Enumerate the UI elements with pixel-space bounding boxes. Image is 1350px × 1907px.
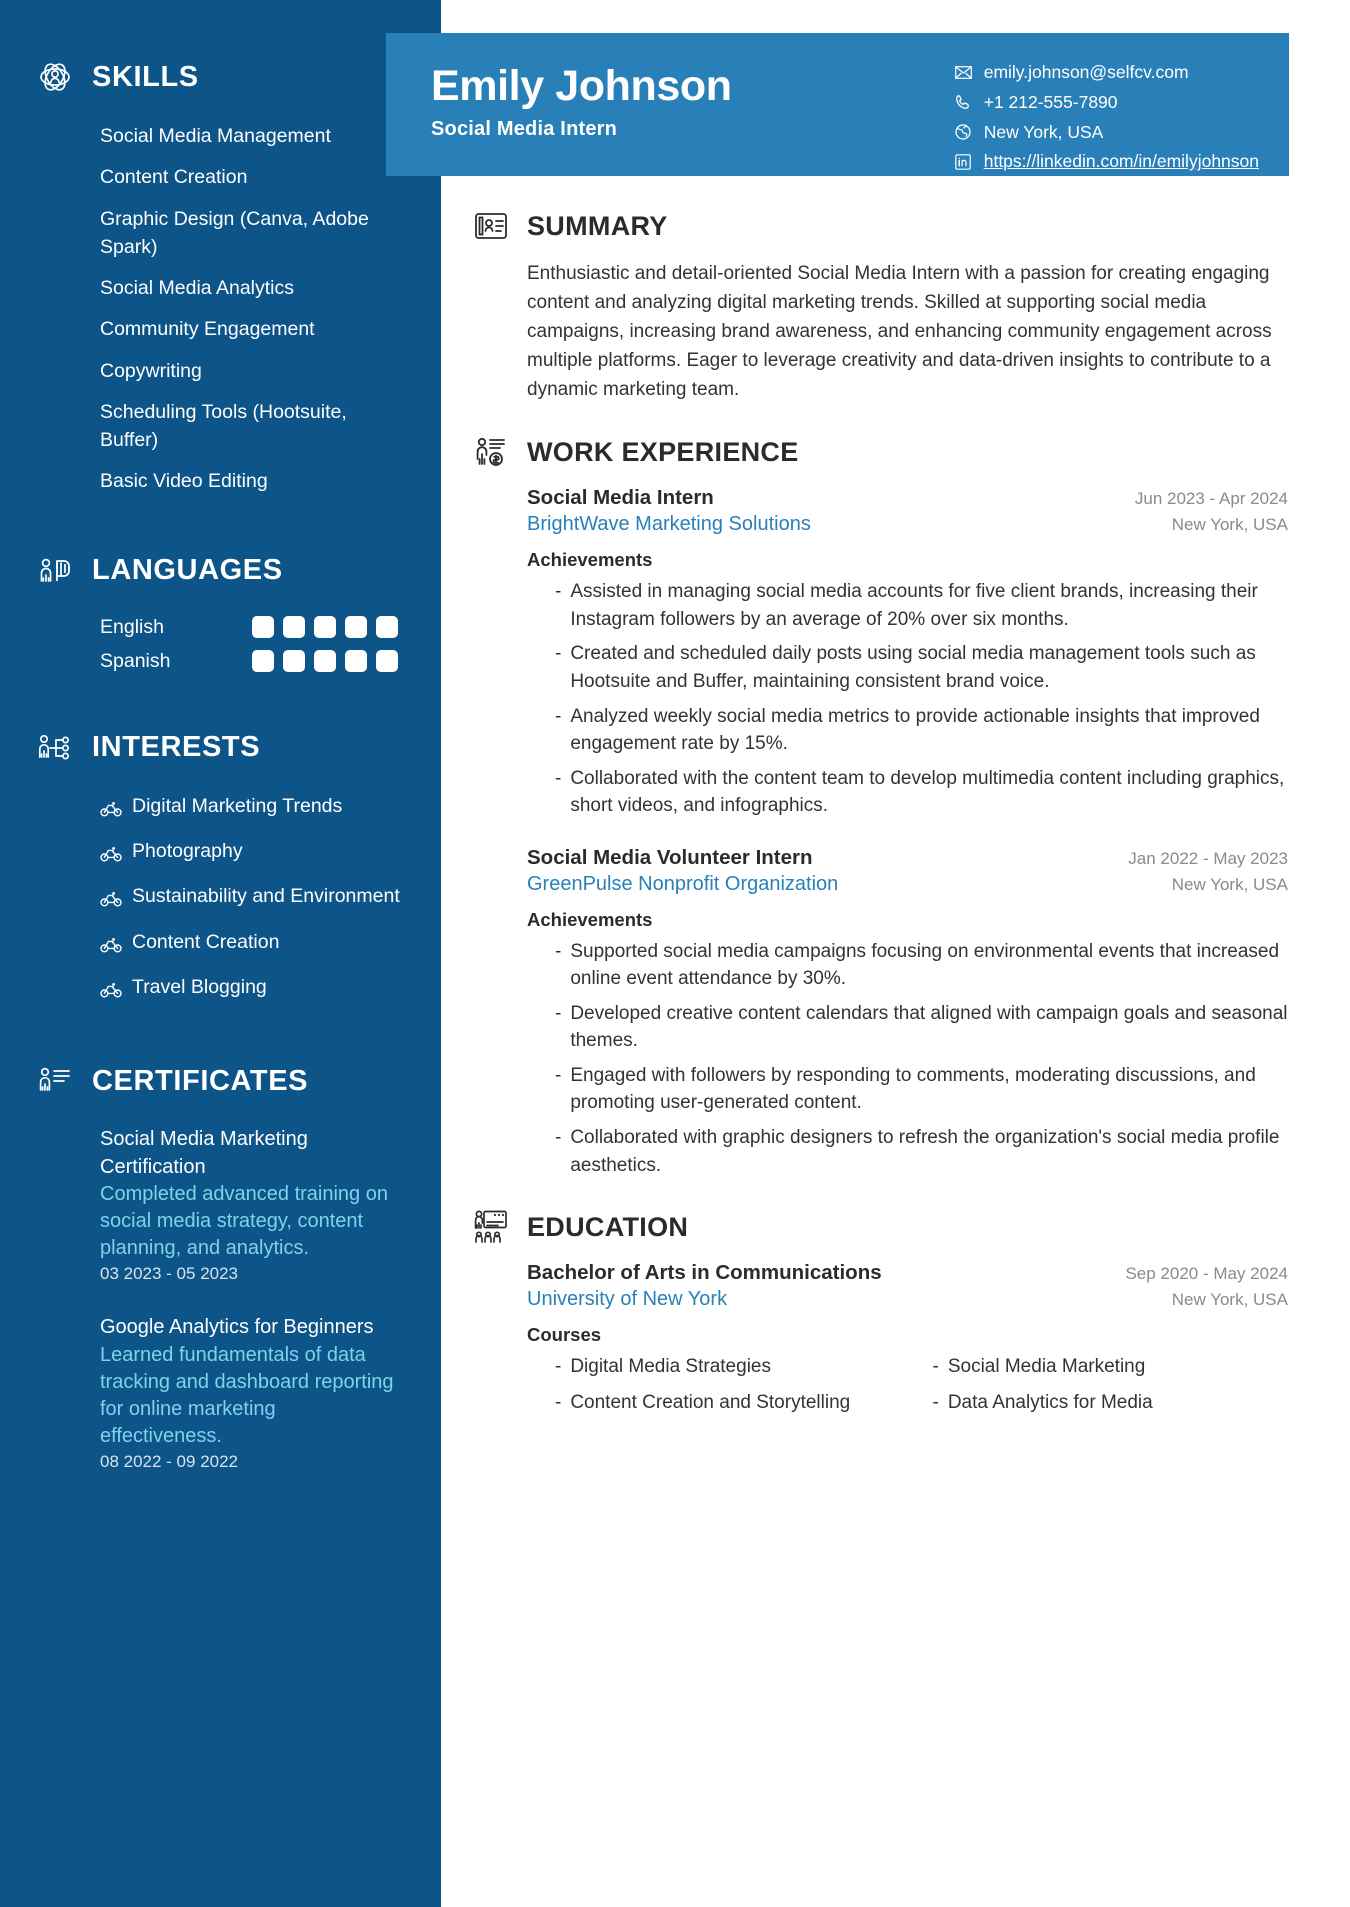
education-date: Sep 2020 - May 2024 <box>1125 1264 1288 1284</box>
skill-item: Basic Video Editing <box>100 470 268 493</box>
languages-globe-person-icon <box>34 550 76 592</box>
bicycle-icon <box>100 888 122 915</box>
level-box <box>345 616 367 638</box>
certificate-date: 08 2022 - 09 2022 <box>100 1451 239 1471</box>
courses-label: Courses <box>527 1324 602 1346</box>
job-title: Social Media Intern <box>431 118 618 141</box>
envelope-icon <box>954 63 973 82</box>
experience-entry <box>527 846 1288 1179</box>
achievement-item <box>555 640 1288 695</box>
achievement-text: Engaged with followers by responding to comments, moderating discussions, and promoting user-generated content. <box>570 1064 1256 1114</box>
work-experience-header <box>471 432 1288 472</box>
level-box <box>376 616 398 638</box>
summary-header <box>471 206 1288 246</box>
experience-location: New York, USA <box>1171 874 1288 894</box>
education-entry-sub <box>527 1288 1288 1311</box>
sidebar-section-skills <box>34 56 401 496</box>
bicycle-icon <box>100 979 122 1006</box>
sidebar <box>0 0 441 1907</box>
bullet-dash: - <box>932 1391 939 1413</box>
summary-title: SUMMARY <box>527 210 668 241</box>
contact-linkedin[interactable] <box>954 150 1259 173</box>
achievement-item <box>555 765 1288 820</box>
work-experience-title: WORK EXPERIENCE <box>527 436 799 467</box>
course-text: Digital Media Strategies <box>570 1356 771 1378</box>
bullet-dash: - <box>555 705 562 727</box>
language-level <box>252 650 398 672</box>
course-text: Social Media Marketing <box>947 1356 1146 1378</box>
work-person-money-icon <box>471 432 511 472</box>
globe-icon <box>954 122 973 141</box>
experience-organization: GreenPulse Nonprofit Organization <box>527 872 839 895</box>
language-level <box>252 616 398 638</box>
languages-list <box>34 616 401 673</box>
certificate-date: 03 2023 - 05 2023 <box>100 1264 239 1284</box>
achievement-item <box>555 1000 1288 1055</box>
achievement-item <box>555 578 1288 633</box>
experience-organization: BrightWave Marketing Solutions <box>527 513 811 536</box>
achievement-item <box>555 1062 1288 1117</box>
language-name: Spanish <box>100 649 171 672</box>
interest-label: Photography <box>132 839 243 862</box>
header-banner <box>386 33 1289 176</box>
education-degree: Bachelor of Arts in Communications <box>527 1261 882 1285</box>
achievement-text: Collaborated with the content team to develop multimedia content including graphics, short videos, and infographics. <box>570 767 1285 817</box>
phone-icon <box>954 93 973 112</box>
bullet-dash: - <box>555 643 562 665</box>
contact-email-text: emily.johnson@selfcv.com <box>983 62 1189 82</box>
certificate-description: Learned fundamentals of data tracking and dashboard reporting for online marketing effectiveness. <box>100 1343 394 1447</box>
course-item <box>555 1389 911 1417</box>
level-box <box>376 650 398 672</box>
level-box <box>283 650 305 672</box>
experience-entry-top <box>527 846 1288 870</box>
skills-atom-icon <box>34 56 76 98</box>
bullet-dash: - <box>932 1356 939 1378</box>
interest-label: Digital Marketing Trends <box>132 794 343 817</box>
summary-body <box>471 260 1288 404</box>
interest-label: Travel Blogging <box>132 975 267 998</box>
courses-list <box>527 1353 1288 1416</box>
achievements-list <box>527 578 1288 819</box>
skill-item: Copywriting <box>100 359 202 382</box>
bicycle-icon <box>100 798 122 825</box>
education-entry <box>527 1261 1288 1416</box>
experience-role: Social Media Intern <box>527 486 714 510</box>
bullet-dash: - <box>555 767 562 789</box>
skill-item: Community Engagement <box>100 318 315 341</box>
education-header <box>471 1207 1288 1247</box>
linkedin-icon <box>954 152 973 171</box>
course-item <box>555 1353 911 1381</box>
bicycle-icon <box>100 843 122 870</box>
contact-location-text: New York, USA <box>983 121 1104 142</box>
interests-network-icon <box>34 727 76 769</box>
bullet-dash: - <box>555 1127 562 1149</box>
skills-list <box>34 122 401 496</box>
bullet-dash: - <box>555 1064 562 1086</box>
certificate-title: Google Analytics for Beginners <box>100 1316 374 1339</box>
interest-item <box>100 974 401 1006</box>
certificate-item <box>100 1314 401 1472</box>
achievements-list <box>527 938 1288 1179</box>
skill-item: Scheduling Tools (Hootsuite, Buffer) <box>100 400 347 452</box>
skill-item: Social Media Management <box>100 125 331 147</box>
achievement-item <box>555 703 1288 758</box>
education-entry-top <box>527 1261 1288 1285</box>
certificates-header <box>34 1060 401 1102</box>
achievement-text: Developed creative content calendars that aligned with campaign goals and seasonal themes. <box>570 1002 1288 1052</box>
skills-title: SKILLS <box>92 60 199 93</box>
certificates-list <box>34 1126 401 1472</box>
bullet-dash: - <box>555 940 562 962</box>
education-school: University of New York <box>527 1288 728 1311</box>
level-box <box>345 650 367 672</box>
contact-location <box>954 121 1259 144</box>
course-text: Content Creation and Storytelling <box>570 1391 851 1413</box>
languages-title: LANGUAGES <box>92 554 283 587</box>
achievement-item <box>555 938 1288 993</box>
interest-item <box>100 793 401 825</box>
summary-card-icon <box>471 206 511 246</box>
contact-phone-text: +1 212-555-7890 <box>983 91 1118 112</box>
level-box <box>252 650 274 672</box>
achievement-text: Created and scheduled daily posts using social media management tools such as Hootsuite and Buffer, maintaining consistent brand voice. <box>570 643 1256 693</box>
bullet-dash: - <box>555 1002 562 1024</box>
level-box <box>314 616 336 638</box>
contact-list <box>954 59 1259 173</box>
experience-date: Jun 2023 - Apr 2024 <box>1134 489 1288 509</box>
sidebar-section-interests <box>34 727 401 1006</box>
contact-linkedin-link[interactable]: https://linkedin.com/in/emilyjohnson <box>983 151 1259 172</box>
page-title: Emily Johnson <box>431 62 732 110</box>
achievements-label: Achievements <box>527 908 653 930</box>
section-summary <box>471 206 1288 404</box>
achievement-text: Analyzed weekly social media metrics to provide actionable insights that improved engagement rate by 15%. <box>570 705 1260 755</box>
sidebar-section-languages <box>34 550 401 673</box>
interests-title: INTERESTS <box>92 731 261 764</box>
sidebar-section-certificates <box>34 1060 401 1472</box>
experience-entry-sub <box>527 873 1288 896</box>
course-text: Data Analytics for Media <box>947 1391 1153 1413</box>
header-identity <box>431 59 954 141</box>
education-body <box>471 1261 1288 1416</box>
course-item <box>933 1353 1289 1381</box>
skill-item: Content Creation <box>100 166 248 189</box>
bullet-dash: - <box>555 1356 562 1378</box>
achievement-item <box>555 1124 1288 1179</box>
interests-list <box>34 793 401 1006</box>
level-box <box>283 616 305 638</box>
certificate-description: Completed advanced training on social media strategy, content planning, and analytics. <box>100 1183 388 1260</box>
education-location: New York, USA <box>1171 1290 1288 1310</box>
experience-entry-top <box>527 486 1288 510</box>
interests-header <box>34 727 401 769</box>
languages-header <box>34 550 401 592</box>
level-box <box>314 650 336 672</box>
achievement-text: Supported social media campaigns focusing on environmental events that increased online event attendance by 30%. <box>570 940 1280 990</box>
contact-email <box>954 61 1259 84</box>
experience-date: Jan 2022 - May 2023 <box>1128 848 1288 868</box>
bullet-dash: - <box>555 581 562 603</box>
education-title: EDUCATION <box>527 1211 689 1242</box>
certificate-item <box>100 1126 401 1284</box>
interest-label: Content Creation <box>132 930 280 953</box>
language-row <box>100 650 401 673</box>
achievement-text: Assisted in managing social media accounts for five client brands, increasing their Instagram followers by an average of 20% over six months. <box>570 581 1258 630</box>
interest-item <box>100 929 401 961</box>
certificate-title: Social Media Marketing Certification <box>100 1128 308 1178</box>
summary-text: Enthusiastic and detail-oriented Social Media Intern with a passion for creating engaging content and analyzing digital marketing trends. Skilled at supporting social media campaigns, increasing brand awareness, and enhancing community engagement across multiple platforms. Eager to leverage creativity and data-driven insights to contribute to a dynamic marketing team. <box>527 263 1272 400</box>
certificates-title: CERTIFICATES <box>92 1064 309 1097</box>
experience-role: Social Media Volunteer Intern <box>527 845 813 869</box>
course-item <box>933 1389 1289 1417</box>
skill-item: Social Media Analytics <box>100 277 295 300</box>
certificate-person-icon <box>34 1060 76 1102</box>
bullet-dash: - <box>555 1391 562 1413</box>
education-board-icon <box>471 1207 511 1247</box>
achievements-label: Achievements <box>527 549 653 571</box>
interest-label: Sustainability and Environment <box>132 885 400 908</box>
language-name: English <box>100 615 164 638</box>
level-box <box>252 616 274 638</box>
experience-location: New York, USA <box>1171 515 1288 535</box>
experience-entry-sub <box>527 513 1288 536</box>
section-work-experience <box>471 432 1288 1179</box>
achievement-text: Collaborated with graphic designers to refresh the organization's social media profile aesthetics. <box>570 1127 1280 1176</box>
language-row <box>100 616 401 639</box>
experience-entry <box>527 486 1288 819</box>
section-education <box>471 1207 1288 1416</box>
work-experience-body <box>471 486 1288 1179</box>
main-content <box>441 176 1350 1484</box>
bicycle-icon <box>100 934 122 961</box>
contact-phone <box>954 91 1259 114</box>
interest-item <box>100 883 401 915</box>
skills-header <box>34 56 401 98</box>
interest-item <box>100 838 401 870</box>
skill-item: Graphic Design (Canva, Adobe Spark) <box>100 207 369 258</box>
